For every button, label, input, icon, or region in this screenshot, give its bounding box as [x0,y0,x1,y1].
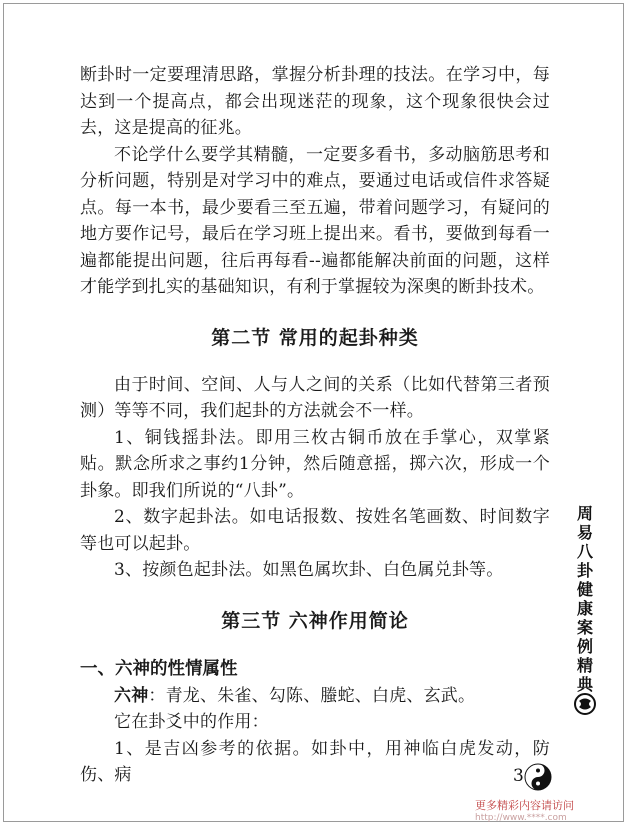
method-item-1: 1、铜钱摇卦法。即用三枚古铜币放在手掌心，双掌紧贴。默念所求之事约1分钟，然后随意摇，掷六次，形成一个卦象。即我们所说的“八卦”。 [80,427,550,501]
section-2-intro: 由于时间、空间、人与人之间的关系（比如代替第三者预测）等等不同，我们起卦的方法就会不一样。 [80,374,550,421]
sidebar-char: 案 [576,618,593,637]
role-line: 它在卦爻中的作用： [114,712,269,732]
sidebar-char: 健 [576,580,593,599]
sidebar-char: 例 [576,637,593,656]
sidebar-char: 典 [576,675,593,694]
sidebar-char: 周 [576,504,593,523]
sidebar-char: 易 [576,523,593,542]
sidebar-char: 卦 [576,561,593,580]
liushen-label: 六神 [114,685,149,706]
footer-line-2: http://www.****.com [475,813,567,823]
subheading-liushen-properties: 一、六神的性情属性 [80,658,238,679]
footer-watermark [475,800,625,824]
page-number: 3 [513,766,524,786]
yin-yang-icon [523,762,553,792]
footer-line-1: 更多精彩内容请访问 [475,799,574,812]
section-2-title: 第二节 常用的起卦种类 [211,326,419,349]
book-title-vertical [574,504,596,694]
liushen-list: ：青龙、朱雀、勾陈、螣蛇、白虎、玄武。 [148,685,476,706]
method-item-2: 2、数字起卦法。如电话报数、按姓名笔画数、时间数字等也可以起卦。 [80,507,550,554]
page-content [80,62,550,789]
section-3-title: 第三节 六神作用简论 [221,609,409,632]
seal-icon [573,692,597,716]
sidebar-char: 精 [576,656,593,675]
paragraph-1: 断卦时一定要理清思路，掌握分析卦理的技法。在学习中，每达到一个提高点，都会出现迷茫的现象，这个现象很快会过去，这是提高的征兆。 [80,65,550,138]
method-item-3: 3、按颜色起卦法。如黑色属坎卦、白色属兑卦等。 [114,560,504,580]
liushen-line [80,683,550,710]
paragraph-2: 不论学什么要学其精髓，一定要多看书，多动脑筋思考和分析问题，特别是对学习中的难点，要通过电话或信件求答疑点。每一本书，最少要看三至五遍，带着问题学习，有疑问的地方要作记号，最后在学习班上提出来。看书，要做到每看一遍都能提出问题，往后再每看--遍都能解决前面的问题，这样才能学到扎实的基础知识，有利于掌握较为深奥的断卦技术。 [80,144,550,297]
sidebar-char: 康 [576,599,593,618]
role-item-1: 1、是吉凶参考的依据。如卦中，用神临白虎发动，防伤、病 [80,738,550,785]
sidebar-char: 八 [576,542,593,561]
